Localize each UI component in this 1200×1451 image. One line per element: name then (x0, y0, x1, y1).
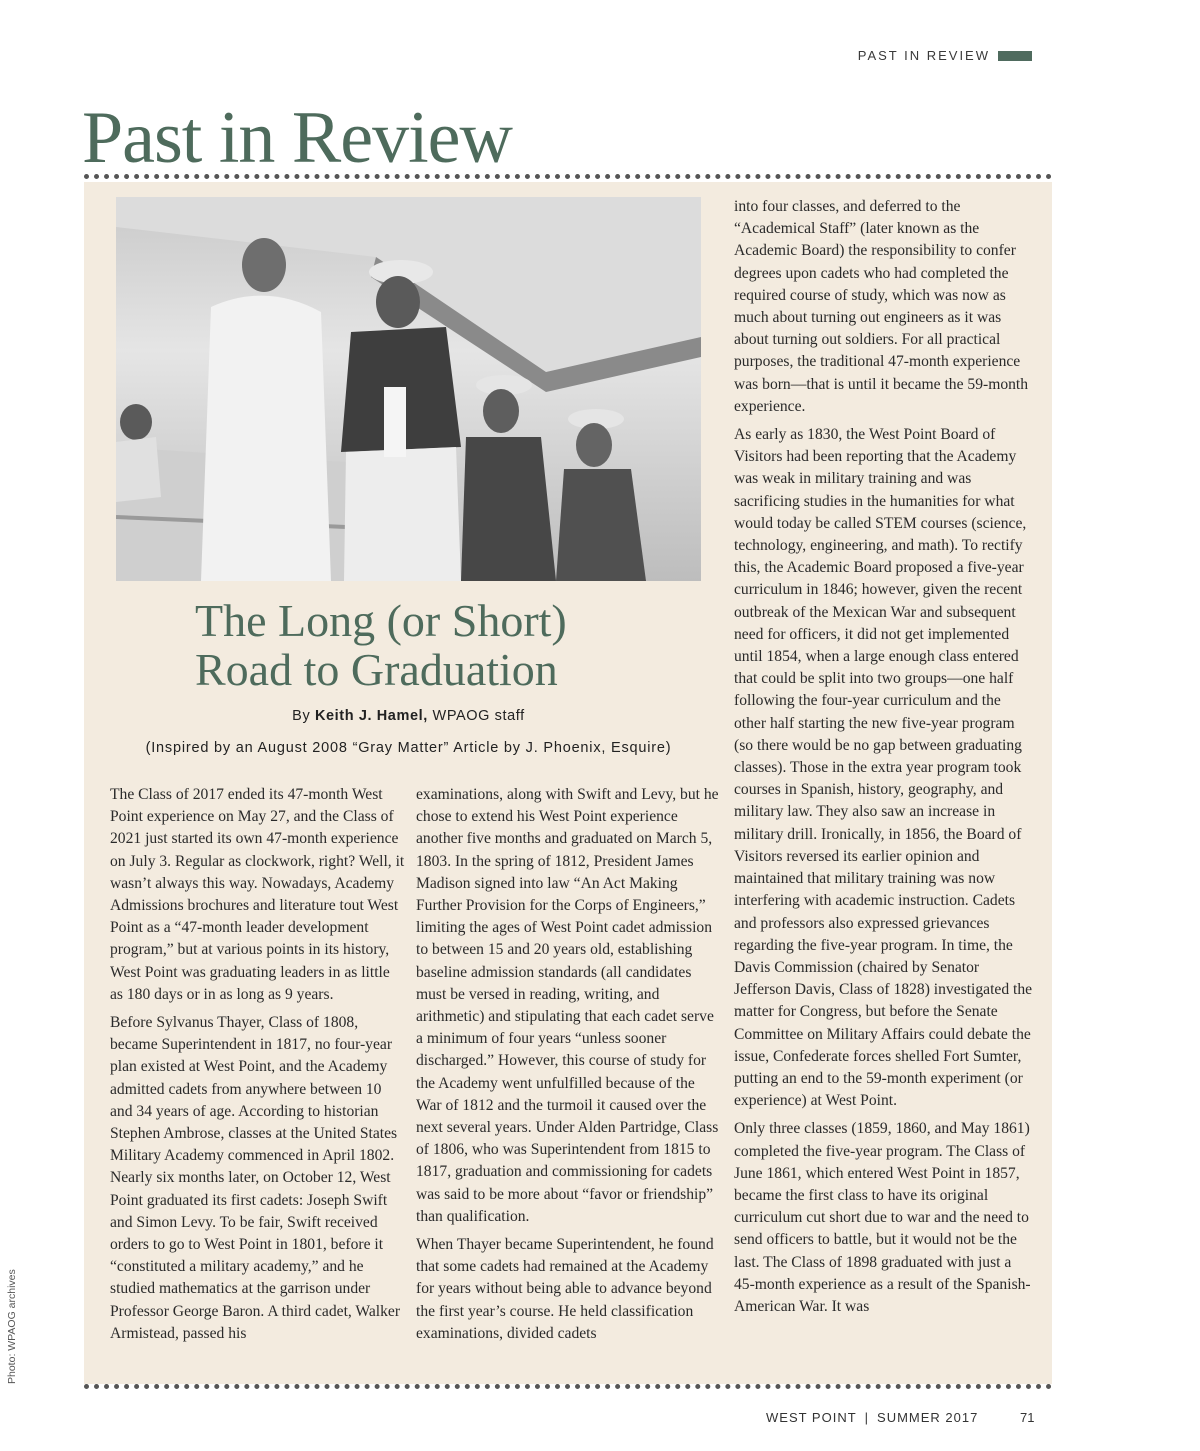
photo-credit: Photo: WPAOG archives (6, 1269, 18, 1384)
footer-publication: WEST POINT (766, 1410, 857, 1425)
paragraph: Before Sylvanus Thayer, Class of 1808, became Superintendent in 1817, no four-year plan existed at West Point, and the Academy admitted cadets from anywhere between 10 and 34 years of age. According to historian Stephen Ambrose, classes at the United States Military Academy commenced in April 1802. Nearly six months later, on October 12, West Point graduated its first cadets: Joseph Swift and Simon Levy. To be fair, Swift received orders to go to West Point in 1801, before it “constituted a military academy,” and he studied mathematics at the garrison under Professor George Baron. A third cadet, Walker Armistead, passed his (110, 1014, 401, 1342)
paragraph: As early as 1830, the West Point Board of Visitors had been reporting that the Academy was weak in military training and was sacrificing studies in the humanities for what would today be called STEM courses (science, technology, engineering, and math). To rectify this, the Academic Board proposed a five-year curriculum in 1846; however, given the recent outbreak of the Mexican War and subsequent need for officers, it did not get implemented until 1854, when a large enough class entered that could be split into two groups—one half following the four-year curriculum and the other half starting the new five-year program (so there would be no gap between graduating classes). Those in the extra year program took courses in Spanish, history, geography, and military law. They also saw an increase in military drill. Ironically, in 1856, the Board of Visitors reversed its earlier opinion and maintained that military training was now interfering with academic instruction. Cadets and professors also expressed grievances regarding the five-year program. In time, the Davis Commission (chaired by Senator Jefferson Davis, Class of 1828) investigated the matter for Congress, but before the Senate Committee on Military Affairs could debate the issue, Confederate forces shelled Fort Sumter, putting an end to the 59-month experiment (or experience) at West Point. (734, 426, 1033, 1110)
paragraph: into four classes, and deferred to the “Academical Staff” (later known as the Academic Board) the responsibility to confer degrees upon cadets who had completed the required course of study, which was now as much about turning out engineers as it was about turning out soldiers. For all practical purposes, the traditional 47-month experience was born—that is until it became the 59-month experience. (734, 198, 1029, 415)
graduation-photo (116, 197, 701, 581)
running-head (858, 48, 1032, 63)
article-title-line-1: The Long (or Short) (195, 595, 567, 646)
body-column-1 (110, 784, 406, 1351)
author-role: WPAOG staff (432, 708, 525, 724)
paragraph: The Class of 2017 ended its 47-month West Point experience on May 27, and the Class of 2021 just started its own 47-month experience on July 3. Regular as clockwork, right? Well, it wasn’t always this way. Nowadays, Academy Admissions brochures and literature tout West Point as a “47-month leader development program,” but at various points in its history, West Point was graduating leaders in as little as 180 days or in as long as 9 years. (110, 786, 405, 1003)
footer (766, 1410, 978, 1425)
running-head-bar (998, 51, 1032, 61)
footer-separator: | (864, 1410, 870, 1425)
paragraph: Only three classes (1859, 1860, and May 1861) completed the five-year program. The Class of June 1861, which entered West Point in 1857, became the first class to have its original curriculum cut short due to war and the need to send officers to battle, but it would not be the last. The Class of 1898 graduated with just a 45-month experience as a result of the Spanish-American War. It was (734, 1120, 1031, 1315)
page-number: 71 (1020, 1410, 1035, 1425)
byline (116, 708, 701, 724)
author-name: Keith J. Hamel, (314, 708, 428, 724)
article-title-line-2: Road to Graduation (195, 644, 558, 695)
byline-prefix: By (292, 708, 311, 724)
article-title (195, 596, 567, 694)
body-column-3 (734, 196, 1034, 1324)
bottom-dotted-rule (84, 1384, 1052, 1389)
footer-issue: SUMMER 2017 (877, 1410, 979, 1425)
top-dotted-rule (84, 174, 1052, 179)
paragraph: examinations, along with Swift and Levy, but he chose to extend his West Point experience another five months and graduated on March 5, 1803. In the spring of 1812, President James Madison signed into law “An Act Making Further Provision for the Corps of Engineers,” limiting the ages of West Point cadet admission to between 15 and 20 years old, establishing baseline admission standards (all candidates must be versed in reading, writing, and arithmetic) and stipulating that each cadet serve a minimum of four years “unless sooner discharged.” However, this course of study for the Academy went unfulfilled because of the War of 1812 and the turmoil it caused over the next several years. Under Alden Partridge, Class of 1806, who was Superintendent from 1815 to 1817, graduation and commissioning for cadets was said to be more about “favor or friendship” than qualification. (416, 786, 719, 1225)
running-head-label: PAST IN REVIEW (857, 48, 990, 63)
inspiration-note: (Inspired by an August 2008 “Gray Matter” Article by J. Phoenix, Esquire) (145, 740, 672, 756)
paragraph: When Thayer became Superintendent, he found that some cadets had remained at the Academy for years without being able to advance beyond the first year’s course. He held classification examinations, divided cadets (416, 1236, 714, 1342)
body-column-2 (416, 784, 719, 1351)
section-title: Past in Review (82, 97, 512, 179)
